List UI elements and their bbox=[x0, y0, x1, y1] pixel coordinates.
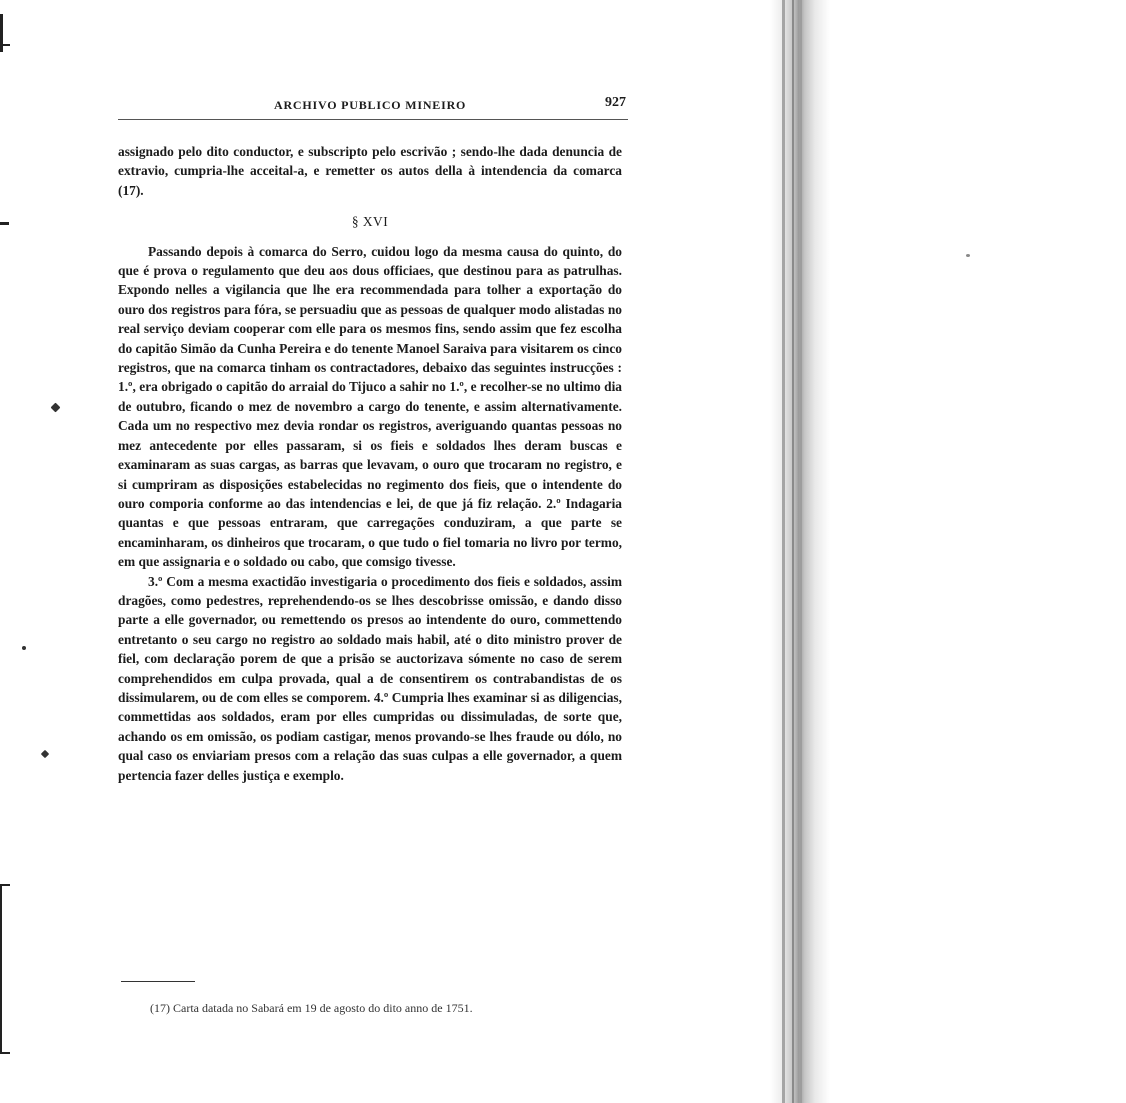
scan-edge-mark bbox=[0, 14, 3, 52]
running-head-title: ARCHIVO PUBLICO MINEIRO bbox=[274, 98, 467, 112]
footnote: (17) Carta datada no Sabará em 19 de agosto do dito anno de 1751. bbox=[150, 1001, 473, 1015]
paragraph: assignado pelo dito conductor, e subscripto pelo escrivão ; sendo-lhe dada denuncia de extravio, cumpria-lhe acceital-a, e remetter os autos della à intendencia da comarca (17). bbox=[118, 144, 622, 198]
running-head bbox=[118, 95, 626, 118]
paragraph: 3.º Com a mesma exactidão investigaria o procedimento dos fieis e soldados, assim dragões, como pedestres, reprehendendo-os se lhes descobrisse omissão, e dando disso parte a elle governador, ou remettendo os presos ao intendente do ouro, commettendo entretanto o seu cargo no registro ao soldado mais habil, até o dito ministro prover de fiel, com declaração porem de que a prisão se auctorizava sómente no caso de serem comprehendidos em culpa provada, qual a de consentirem os contrabandistas de os dissimularem, ou de com elles se comporem. 4.º Cumpria lhes examinar si as diligencias, commettidas aos soldados, eram por elles cumpridas ou dissimuladas, de sorte que, achando os em omissão, os podiam castigar, menos provando-se lhes fraude ou dólo, no qual caso os enviariam presos com a relação das suas culpas a elle governador, a quem pertencia fazer delles justiça e exemplo. bbox=[118, 573, 622, 783]
footnote-rule bbox=[121, 981, 195, 982]
body-text bbox=[118, 142, 622, 785]
scan-speck bbox=[22, 646, 26, 650]
scan-speck bbox=[966, 254, 970, 257]
scan-edge-mark bbox=[0, 44, 10, 46]
header-rule bbox=[118, 119, 628, 120]
binding-line bbox=[800, 0, 802, 1103]
scan-edge-mark bbox=[0, 1052, 10, 1054]
scan-edge-mark bbox=[0, 884, 10, 886]
binding-line bbox=[792, 0, 794, 1103]
section-heading: § XVI bbox=[351, 214, 389, 230]
scan-edge-mark bbox=[0, 884, 2, 1054]
scan-edge-mark bbox=[0, 222, 9, 225]
paragraph: Passando depois à comarca do Serro, cuidou logo da mesma causa do quinto, do que é prova o regulamento que deu aos dous officiaes, que destinou para as patrulhas. Expondo nelles a vigilancia que lhe era recommendada para tolher a exportação do ouro dos registros para fóra, se persuadiu que as pessoas de qualquer modo alistadas no real serviço deviam cooperar com elle para os mesmos fins, sendo assim que fez escolha do capitão Simão da Cunha Pereira e do tenente Manoel Saraiva para visitarem os cinco registros, que na comarca tinham os contractadores, debaixo das seguintes instrucções : 1.º, era obrigado o capitão do arraial do Tijuco a sahir no 1.º, e recolher-se no ultimo dia de outubro, ficando o mez de novembro a cargo do tenente, e assim alternativamente. Cada um no respectivo mez devia rondar os registros, averiguando quantas pessoas no mez antecedente por elles passaram, si os fieis e soldados lhes deram buscas e examinaram as suas cargas, as barras que levavam, o ouro que trocaram no registro, e si cumpriram as disposições estabelecidas no regimento dos fieis, que o intendente do ouro comporia conforme ao das intendencias e lei, de que já fiz relação. 2.º Indagaria quantas e que pessoas entraram, que carregações conduziram, a que parte se encaminharam, os dinheiros que trocaram, o que tudo o fiel tomaria no livro por termo, em que assignaria e o soldado ou cabo, que comsigo tivesse. bbox=[118, 243, 622, 570]
scan-speck bbox=[41, 750, 49, 758]
binding-line bbox=[782, 0, 785, 1103]
page-number: 927 bbox=[605, 95, 626, 110]
scan-speck bbox=[51, 403, 61, 413]
